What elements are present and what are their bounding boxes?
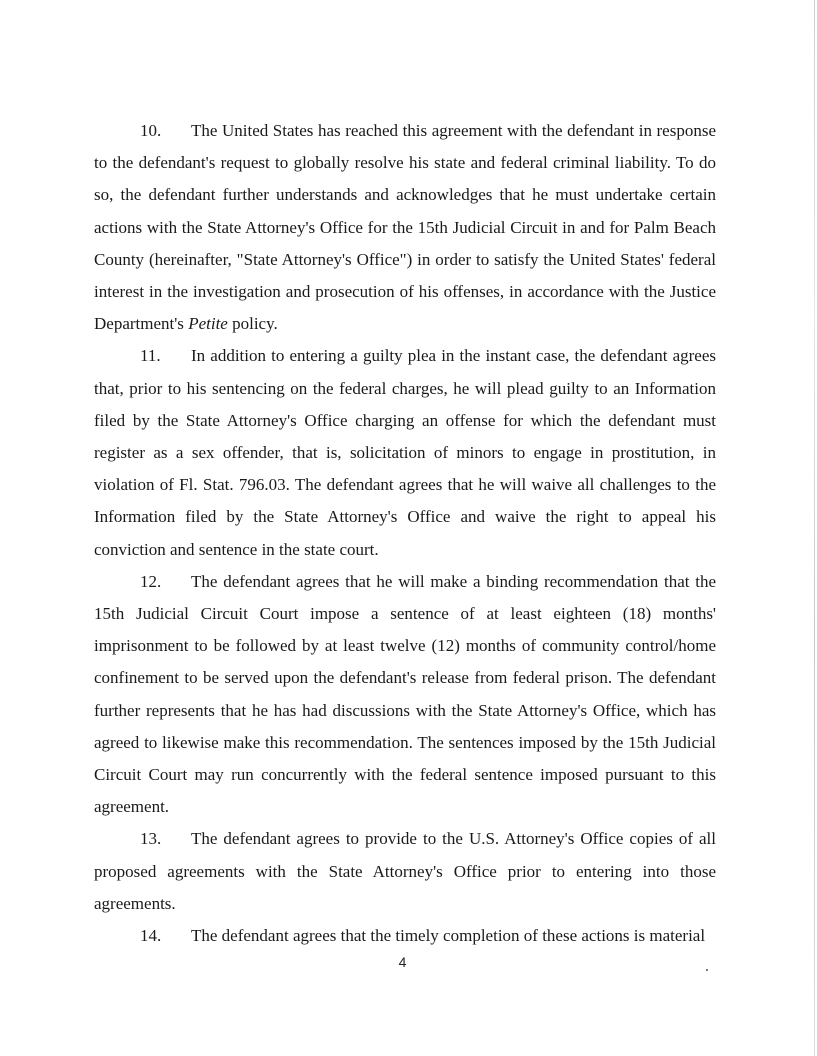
paragraph-11: [94, 340, 716, 565]
paragraph-text: In addition to entering a guilty plea in the instant case, the defendant agrees that, prior to his sentencing on the federal charges, he will plead guilty to an Information filed by the State Attorney's Office charging an offense for which the defendant must register as a sex offender, that is, solicitation of minors to engage in prostitution, in violation of Fl. Stat. 796.03. The defendant agrees that he will waive all challenges to the Information filed by the State Attorney's Office and waive the right to appeal his conviction and sentence in the state court.: [94, 346, 716, 559]
paragraph-number: 14.: [140, 926, 162, 946]
paragraph-10: [94, 115, 716, 340]
paragraph-12: [94, 566, 716, 824]
scan-speck: [706, 969, 708, 971]
petite-policy-italic: Petite: [188, 314, 228, 334]
page-number: 4: [398, 954, 407, 970]
paragraph-number: 11.: [140, 346, 161, 366]
paragraph-number: 10.: [140, 121, 162, 140]
paragraph-text: The defendant agrees to provide to the U.S. Attorney's Office copies of all proposed agreements with the State Attorney's Office prior to entering into those agreements.: [94, 829, 716, 913]
document-body: [94, 115, 716, 952]
paragraph-13: [94, 823, 716, 920]
paragraph-14: [94, 920, 716, 952]
paragraph-number: 12.: [140, 571, 162, 591]
page-edge-shadow: [814, 0, 815, 1056]
paragraph-text: The defendant agrees that the timely completion of these actions is material: [191, 926, 706, 946]
paragraph-number: 13.: [140, 829, 162, 849]
paragraph-text: The United States has reached this agreement with the defendant in response to the defendant's request to globally resolve his state and federal criminal liability. To do so, the defendant further understands and acknowledges that he must undertake certain actions with the State Attorney's Office for the 15th Judicial Circuit in and for Palm Beach County (hereinafter, "State Attorney's Office") in order to satisfy the United States' federal interest in the investigation and prosecution of his offenses, in accordance with the Justice Department's: [94, 121, 716, 334]
paragraph-text: The defendant agrees that he will make a binding recommendation that the 15th Judicial Circuit Court impose a sentence of at least eighteen (18) months' imprisonment to be followed by at least twelve (12) months of community control/home confinement to be served upon the defendant's release from federal prison. The defendant further represents that he has had discussions with the State Attorney's Office, which has agreed to likewise make this recommendation. The sentences imposed by the 15th Judicial Circuit Court may run concurrently with the federal sentence imposed pursuant to this agreement.: [94, 571, 716, 817]
paragraph-text-end: policy.: [227, 314, 278, 334]
